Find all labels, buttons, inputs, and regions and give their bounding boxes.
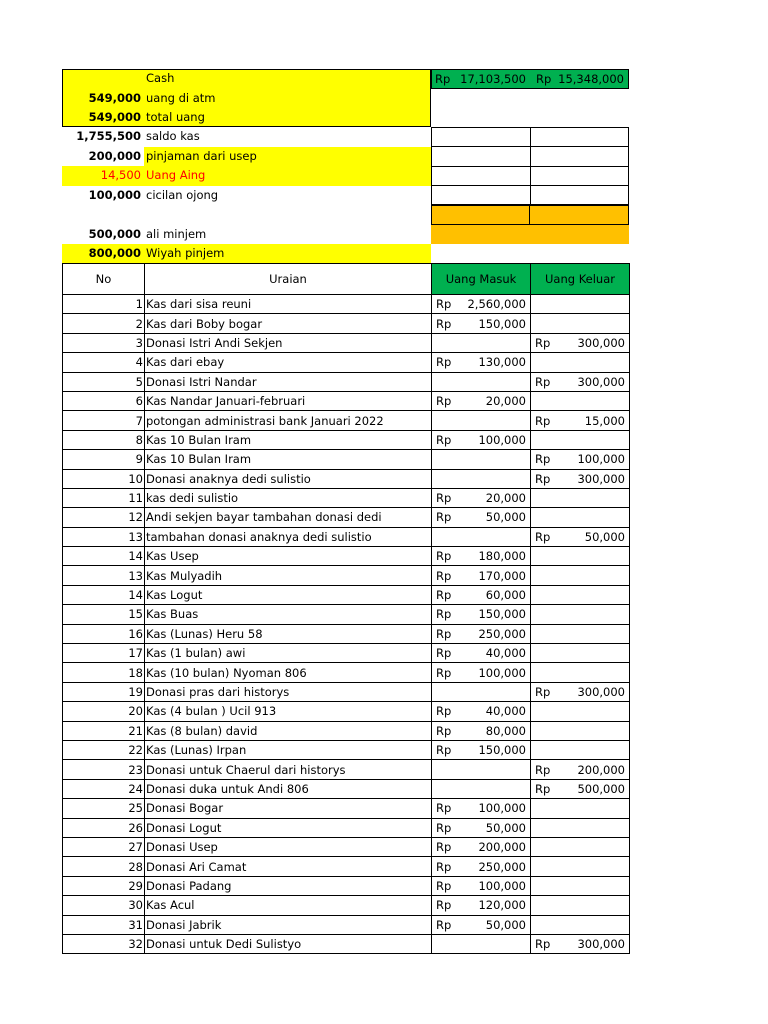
- rp-label: Rp: [436, 820, 452, 835]
- table-row: [63, 372, 630, 391]
- row-no: 6: [63, 391, 145, 410]
- row-uang-masuk: [432, 702, 531, 721]
- rp-label: Rp: [436, 297, 452, 312]
- amount: 500,000: [577, 781, 625, 796]
- rp-label: Rp: [436, 491, 452, 506]
- header-uraian: Uraian: [145, 264, 432, 295]
- amount: 50,000: [485, 510, 526, 525]
- row-uang-keluar: [531, 779, 630, 798]
- row-uraian: Donasi anaknya dedi sulistio: [145, 469, 432, 488]
- amount: 100,000: [478, 801, 526, 816]
- row-uraian: Kas (1 bulan) awi: [145, 644, 432, 663]
- rp-label: Rp: [436, 743, 452, 758]
- rp-label: Rp: [436, 316, 452, 331]
- rp-label: Rp: [535, 937, 551, 952]
- table-row: [63, 721, 630, 740]
- table-row: [63, 566, 630, 585]
- row-no: 26: [63, 818, 145, 837]
- table-row: [63, 702, 630, 721]
- row-uang-masuk: [432, 333, 531, 352]
- row-uang-keluar: [531, 934, 630, 953]
- table-row: [63, 644, 630, 663]
- rp-label: Rp: [436, 801, 452, 816]
- summary-value: 100,000: [88, 188, 141, 202]
- header-uang-keluar: Uang Keluar: [531, 264, 630, 295]
- row-uang-keluar: [531, 644, 630, 663]
- row-no: 25: [63, 799, 145, 818]
- row-uang-masuk: [432, 314, 531, 333]
- row-uraian: kas dedi sulistio: [145, 488, 432, 507]
- amount: 300,000: [577, 374, 625, 389]
- amount: 150,000: [478, 607, 526, 622]
- row-uang-masuk: [432, 915, 531, 934]
- table-row: [63, 353, 630, 372]
- row-no: 3: [63, 333, 145, 352]
- rp-label: Rp: [435, 72, 451, 86]
- amount: 300,000: [577, 471, 625, 486]
- table-row: [63, 527, 630, 546]
- row-uang-masuk: [432, 934, 531, 953]
- row-no: 9: [63, 450, 145, 469]
- rp-label: Rp: [436, 607, 452, 622]
- row-uang-keluar: [531, 876, 630, 895]
- amount: 130,000: [478, 355, 526, 370]
- rp-label: Rp: [436, 859, 452, 874]
- row-uraian: Kas dari ebay: [145, 353, 432, 372]
- table-row: [63, 547, 630, 566]
- transactions-table: [62, 263, 630, 954]
- amount: 150,000: [478, 743, 526, 758]
- row-uang-keluar: [531, 702, 630, 721]
- row-uraian: Kas Usep: [145, 547, 432, 566]
- row-no: 13: [63, 527, 145, 546]
- row-uraian: Kas 10 Bulan Iram: [145, 450, 432, 469]
- row-uraian: Donasi Usep: [145, 837, 432, 856]
- table-row: [63, 837, 630, 856]
- row-uang-keluar: [531, 430, 630, 449]
- row-uang-masuk: [432, 605, 531, 624]
- header-uang-masuk: Uang Masuk: [432, 264, 531, 295]
- table-row: [63, 488, 630, 507]
- amount: 15,000: [584, 413, 625, 428]
- row-uraian: Kas dari sisa reuni: [145, 295, 432, 314]
- row-uang-masuk: [432, 779, 531, 798]
- row-uang-masuk: [432, 624, 531, 643]
- amount: 50,000: [485, 917, 526, 932]
- rp-label: Rp: [436, 917, 452, 932]
- summary-value: 500,000: [88, 227, 141, 241]
- row-uang-keluar: [531, 605, 630, 624]
- table-row: [63, 682, 630, 701]
- row-no: 12: [63, 508, 145, 527]
- amount: 300,000: [577, 937, 625, 952]
- right-grid: [431, 127, 629, 205]
- row-uang-keluar: [531, 469, 630, 488]
- amount: 150,000: [478, 316, 526, 331]
- row-uraian: potongan administrasi bank Januari 2022: [145, 411, 432, 430]
- row-no: 32: [63, 934, 145, 953]
- row-uraian: Kas Logut: [145, 585, 432, 604]
- row-uang-masuk: [432, 469, 531, 488]
- row-uraian: Donasi Bogar: [145, 799, 432, 818]
- summary-label: Wiyah pinjem: [146, 246, 225, 260]
- row-uang-keluar: [531, 372, 630, 391]
- row-uang-masuk: [432, 566, 531, 585]
- row-uraian: Kas Mulyadih: [145, 566, 432, 585]
- row-uang-keluar: [531, 314, 630, 333]
- row-uang-masuk: [432, 721, 531, 740]
- row-no: 21: [63, 721, 145, 740]
- summary-value: 549,000: [88, 91, 141, 105]
- row-uraian: Donasi untuk Dedi Sulistyo: [145, 934, 432, 953]
- row-no: 4: [63, 353, 145, 372]
- row-uang-keluar: [531, 818, 630, 837]
- row-uraian: Andi sekjen bayar tambahan donasi dedi: [145, 508, 432, 527]
- rp-label: Rp: [436, 898, 452, 913]
- row-no: 15: [63, 605, 145, 624]
- table-row: [63, 934, 630, 953]
- summary-value: 200,000: [88, 149, 141, 163]
- row-no: 14: [63, 585, 145, 604]
- row-uang-masuk: [432, 585, 531, 604]
- summary-label: cicilan ojong: [146, 188, 219, 202]
- row-uang-masuk: [432, 799, 531, 818]
- table-row: [63, 663, 630, 682]
- rp-label: Rp: [436, 355, 452, 370]
- summary-label: uang di atm: [146, 91, 216, 105]
- row-uang-keluar: [531, 837, 630, 856]
- row-uraian: Donasi untuk Chaerul dari historys: [145, 760, 432, 779]
- table-row: [63, 605, 630, 624]
- rp-label: Rp: [436, 588, 452, 603]
- row-uraian: Donasi Ari Camat: [145, 857, 432, 876]
- amount: 100,000: [478, 432, 526, 447]
- row-uraian: Donasi Istri Nandar: [145, 372, 432, 391]
- table-row: [63, 450, 630, 469]
- row-uraian: Donasi Istri Andi Sekjen: [145, 333, 432, 352]
- orange-bar: [431, 225, 629, 244]
- amount: 50,000: [584, 529, 625, 544]
- amount: 170,000: [478, 568, 526, 583]
- row-uang-masuk: [432, 857, 531, 876]
- summary-label: ali minjem: [146, 227, 207, 241]
- row-uang-keluar: [531, 799, 630, 818]
- rp-label: Rp: [535, 374, 551, 389]
- row-uang-masuk: [432, 837, 531, 856]
- rp-label: Rp: [436, 568, 452, 583]
- table-row: [63, 915, 630, 934]
- row-no: 29: [63, 876, 145, 895]
- amount: 80,000: [485, 723, 526, 738]
- row-no: 14: [63, 547, 145, 566]
- row-no: 2: [63, 314, 145, 333]
- row-no: 5: [63, 372, 145, 391]
- rp-label: Rp: [535, 762, 551, 777]
- row-uraian: Donasi Logut: [145, 818, 432, 837]
- table-row: [63, 411, 630, 430]
- rp-label: Rp: [536, 72, 552, 86]
- row-uang-masuk: [432, 430, 531, 449]
- row-uraian: Kas Buas: [145, 605, 432, 624]
- row-uraian: Kas (4 bulan ) Ucil 913: [145, 702, 432, 721]
- rp-label: Rp: [535, 471, 551, 486]
- table-row: [63, 430, 630, 449]
- rp-label: Rp: [436, 549, 452, 564]
- table-row: [63, 857, 630, 876]
- cash-label: Cash: [146, 71, 175, 85]
- row-uang-masuk: [432, 896, 531, 915]
- row-uraian: Donasi Jabrik: [145, 915, 432, 934]
- row-uraian: Kas Nandar Januari-februari: [145, 391, 432, 410]
- row-uang-keluar: [531, 566, 630, 585]
- row-no: 31: [63, 915, 145, 934]
- row-no: 17: [63, 644, 145, 663]
- row-no: 23: [63, 760, 145, 779]
- summary-label: saldo kas: [146, 129, 200, 143]
- amount: 20,000: [485, 491, 526, 506]
- amount: 200,000: [577, 762, 625, 777]
- row-uang-masuk: [432, 372, 531, 391]
- table-row: [63, 896, 630, 915]
- table-row: [63, 779, 630, 798]
- row-no: 20: [63, 702, 145, 721]
- row-uang-keluar: [531, 740, 630, 759]
- amount: 60,000: [485, 588, 526, 603]
- amount: 20,000: [485, 394, 526, 409]
- amount: 40,000: [485, 646, 526, 661]
- row-uraian: Kas (Lunas) Irpan: [145, 740, 432, 759]
- amount: 120,000: [478, 898, 526, 913]
- row-uang-masuk: [432, 450, 531, 469]
- rp-label: Rp: [535, 685, 551, 699]
- header-no: No: [63, 264, 145, 295]
- rp-label: Rp: [436, 723, 452, 738]
- row-no: 13: [63, 566, 145, 585]
- row-uang-keluar: [531, 527, 630, 546]
- row-uang-keluar: [531, 333, 630, 352]
- row-uraian: Donasi Padang: [145, 876, 432, 895]
- table-row: [63, 799, 630, 818]
- row-uang-keluar: [531, 915, 630, 934]
- row-uang-keluar: [531, 295, 630, 314]
- row-no: 22: [63, 740, 145, 759]
- amount: 300,000: [577, 685, 625, 699]
- row-uang-masuk: [432, 295, 531, 314]
- rp-label: Rp: [436, 432, 452, 447]
- row-uang-masuk: [432, 682, 531, 701]
- summary-label: total uang: [146, 110, 205, 124]
- amount: 100,000: [577, 452, 625, 467]
- table-row: [63, 760, 630, 779]
- summary-label: Uang Aing: [146, 168, 206, 182]
- row-uang-masuk: [432, 760, 531, 779]
- row-uang-masuk: [432, 527, 531, 546]
- table-row: [63, 818, 630, 837]
- row-uang-keluar: [531, 682, 630, 701]
- amount: 180,000: [478, 549, 526, 564]
- amount: 300,000: [577, 335, 625, 350]
- row-uraian: Donasi pras dari historys: [145, 682, 432, 701]
- rp-label: Rp: [436, 704, 452, 719]
- rp-label: Rp: [436, 646, 452, 661]
- row-no: 8: [63, 430, 145, 449]
- row-uang-keluar: [531, 547, 630, 566]
- row-uraian: Kas (8 bulan) david: [145, 721, 432, 740]
- green-total-bar: [431, 69, 629, 89]
- row-no: 28: [63, 857, 145, 876]
- summary-value: 800,000: [88, 246, 141, 260]
- row-uang-masuk: [432, 876, 531, 895]
- row-no: 27: [63, 837, 145, 856]
- table-row: [63, 624, 630, 643]
- rp-label: Rp: [535, 452, 551, 467]
- row-uang-keluar: [531, 624, 630, 643]
- rp-label: Rp: [535, 413, 551, 428]
- row-uang-keluar: [531, 585, 630, 604]
- summary-value: 549,000: [88, 110, 141, 124]
- rp-label: Rp: [535, 335, 551, 350]
- row-uraian: Kas (Lunas) Heru 58: [145, 624, 432, 643]
- summary-value: 14,500: [100, 168, 141, 182]
- amount: 100,000: [478, 878, 526, 893]
- row-uang-masuk: [432, 644, 531, 663]
- amount: 200,000: [478, 840, 526, 855]
- row-uang-keluar: [531, 508, 630, 527]
- table-row: [63, 876, 630, 895]
- row-uang-masuk: [432, 663, 531, 682]
- row-no: 18: [63, 663, 145, 682]
- amount: 100,000: [478, 665, 526, 680]
- row-uang-keluar: [531, 663, 630, 682]
- amount: 250,000: [478, 626, 526, 641]
- orange-cell: [530, 205, 629, 225]
- row-uang-masuk: [432, 740, 531, 759]
- row-uraian: Donasi duka untuk Andi 806: [145, 779, 432, 798]
- row-no: 1: [63, 295, 145, 314]
- row-uang-keluar: [531, 353, 630, 372]
- row-no: 11: [63, 488, 145, 507]
- row-uang-keluar: [531, 760, 630, 779]
- summary-value: 1,755,500: [76, 129, 141, 143]
- table-row: [63, 585, 630, 604]
- row-uang-keluar: [531, 411, 630, 430]
- table-header-row: [63, 264, 630, 295]
- row-uang-keluar: [531, 391, 630, 410]
- table-row: [63, 469, 630, 488]
- rp-label: Rp: [436, 510, 452, 525]
- row-uang-keluar: [531, 450, 630, 469]
- row-uraian: tambahan donasi anaknya dedi sulistio: [145, 527, 432, 546]
- total-keluar: 15,348,000: [558, 72, 624, 86]
- table-row: [63, 391, 630, 410]
- summary-label: pinjaman dari usep: [146, 149, 257, 163]
- row-no: 30: [63, 896, 145, 915]
- row-uraian: Kas 10 Bulan Iram: [145, 430, 432, 449]
- rp-label: Rp: [436, 394, 452, 409]
- rp-label: Rp: [436, 840, 452, 855]
- row-uang-masuk: [432, 488, 531, 507]
- row-uang-keluar: [531, 896, 630, 915]
- row-uang-keluar: [531, 488, 630, 507]
- amount: 250,000: [478, 859, 526, 874]
- amount: 50,000: [485, 820, 526, 835]
- rp-label: Rp: [436, 665, 452, 680]
- row-uang-masuk: [432, 508, 531, 527]
- row-no: 24: [63, 779, 145, 798]
- orange-cell: [431, 205, 530, 225]
- row-uang-keluar: [531, 857, 630, 876]
- row-no: 10: [63, 469, 145, 488]
- amount: 40,000: [485, 704, 526, 719]
- total-masuk: 17,103,500: [460, 72, 526, 86]
- rp-label: Rp: [535, 781, 551, 796]
- table-row: [63, 508, 630, 527]
- rp-label: Rp: [436, 626, 452, 641]
- row-uang-masuk: [432, 411, 531, 430]
- row-no: 19: [63, 682, 145, 701]
- row-no: 7: [63, 411, 145, 430]
- row-uang-masuk: [432, 391, 531, 410]
- row-uang-masuk: [432, 547, 531, 566]
- table-row: [63, 314, 630, 333]
- row-uang-masuk: [432, 818, 531, 837]
- rp-label: Rp: [535, 529, 551, 544]
- table-row: [63, 295, 630, 314]
- row-uraian: Kas (10 bulan) Nyoman 806: [145, 663, 432, 682]
- rp-label: Rp: [436, 878, 452, 893]
- row-no: 16: [63, 624, 145, 643]
- row-uraian: Kas Acul: [145, 896, 432, 915]
- row-uraian: Kas dari Boby bogar: [145, 314, 432, 333]
- table-row: [63, 333, 630, 352]
- amount: 2,560,000: [467, 297, 526, 312]
- table-row: [63, 740, 630, 759]
- row-uang-masuk: [432, 353, 531, 372]
- row-uang-keluar: [531, 721, 630, 740]
